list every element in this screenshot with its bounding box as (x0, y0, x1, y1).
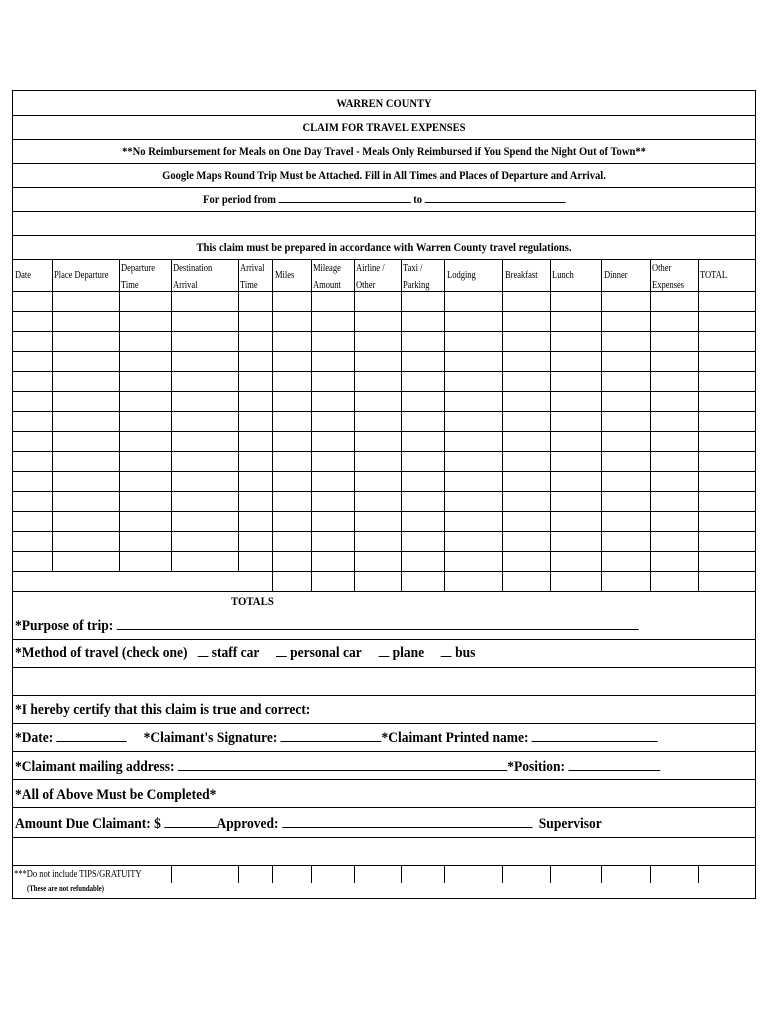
purpose-row (15, 619, 639, 634)
amount-field[interactable] (164, 826, 216, 828)
printed-name-field[interactable] (532, 740, 658, 742)
option-personal-car: personal car (290, 645, 362, 661)
section-line (13, 723, 755, 724)
table-row-line (13, 411, 755, 412)
column-header (356, 260, 385, 294)
totals-divider (502, 571, 503, 591)
footnote-divider (502, 865, 503, 883)
column-header (173, 260, 212, 294)
purpose-field[interactable] (117, 628, 639, 630)
column-header (604, 267, 628, 284)
totals-divider (550, 571, 551, 591)
address-label: *Claimant mailing address: (15, 759, 175, 775)
column-header-line1: Dinner (604, 270, 628, 281)
address-field[interactable] (178, 769, 507, 771)
option-plane: plane (392, 645, 425, 661)
address-row (15, 760, 660, 775)
column-divider (601, 259, 602, 571)
section-line (13, 639, 755, 640)
column-divider (502, 259, 503, 571)
totals-divider (650, 571, 651, 591)
approved-label: Approved: (216, 816, 279, 832)
column-header (700, 267, 727, 284)
signature-label: *Claimant's Signature: (143, 730, 278, 746)
column-divider (354, 259, 355, 571)
method-label: *Method of travel (check one) (15, 645, 188, 661)
footnote-divider (601, 865, 602, 883)
totals-divider (698, 571, 699, 591)
plane-check[interactable] (378, 655, 389, 657)
period-to-label: to (413, 192, 423, 206)
column-header-line2: Amount (313, 280, 341, 291)
footnote-divider (444, 865, 445, 883)
header-row-line (13, 139, 755, 140)
table-row-line (13, 471, 755, 472)
column-divider (272, 259, 273, 571)
totals-divider (401, 571, 402, 591)
table-row-line (13, 351, 755, 352)
period-from-label: For period from (203, 192, 276, 206)
staff-car-check[interactable] (198, 655, 209, 657)
column-header-line2: Parking (403, 280, 430, 291)
section-line (13, 837, 755, 838)
column-header-line1: Miles (275, 270, 295, 281)
regulations-note: This claim must be prepared in accordance with Warren County travel regulations. (196, 240, 572, 254)
table-row-line (13, 391, 755, 392)
bus-check[interactable] (441, 655, 452, 657)
approved-field[interactable] (282, 826, 532, 828)
column-header-line1: Mileage (313, 263, 341, 274)
column-header (652, 260, 684, 294)
section-line (13, 667, 755, 668)
header-row-line (13, 115, 755, 116)
column-header-line2: Time (240, 280, 258, 291)
column-header (275, 267, 294, 284)
header-row-line (13, 259, 755, 260)
amount-label: Amount Due Claimant: $ (15, 816, 161, 832)
header-row-line (13, 235, 755, 236)
table-row-line (13, 451, 755, 452)
table-row-line (13, 371, 755, 372)
totals-divider (311, 571, 312, 591)
footnote-divider (311, 865, 312, 883)
footnote-divider (354, 865, 355, 883)
column-header-line1: Departure (121, 263, 155, 274)
table-row-line (13, 511, 755, 512)
date-signature-row (15, 731, 658, 746)
form-title: CLAIM FOR TRAVEL EXPENSES (302, 120, 466, 134)
period-row (203, 193, 565, 205)
column-divider (171, 259, 172, 571)
totals-divider (272, 571, 273, 591)
totals-divider (444, 571, 445, 591)
column-header (240, 260, 265, 294)
column-header-line1: Destination (173, 263, 213, 274)
instructions: Google Maps Round Trip Must be Attached. Fill in All Times and Places of Departure and Arrival. (162, 168, 606, 182)
column-header-line1: TOTAL (700, 270, 728, 281)
date-label: *Date: (15, 730, 54, 746)
column-divider (401, 259, 402, 571)
table-header-line (13, 291, 755, 292)
column-divider (698, 259, 699, 571)
column-header (447, 267, 476, 284)
footnote-divider (550, 865, 551, 883)
column-divider (650, 259, 651, 571)
table-row-line (13, 431, 755, 432)
period-from-field[interactable] (279, 201, 411, 203)
column-header-line1: Date (15, 270, 32, 281)
section-line (13, 865, 755, 866)
table-row-line (13, 311, 755, 312)
signature-field[interactable] (281, 740, 382, 742)
header-row-line (13, 187, 755, 188)
amount-row (15, 817, 602, 832)
column-header (505, 267, 538, 284)
column-header (54, 267, 109, 284)
footnote-divider (238, 865, 239, 883)
personal-car-check[interactable] (276, 655, 287, 657)
column-divider (52, 259, 53, 571)
column-header-line1: Arrival (240, 263, 265, 274)
column-divider (444, 259, 445, 571)
column-divider (119, 259, 120, 571)
position-label: *Position: (507, 759, 566, 775)
column-header (403, 260, 429, 294)
footnote-tips: ***Do not include TIPS/GRATUITY (14, 869, 142, 880)
position-field[interactable] (568, 769, 660, 771)
footnote-divider (698, 865, 699, 883)
column-header-line1: Other (652, 263, 672, 274)
section-line (13, 695, 755, 696)
column-header-line1: Lunch (552, 270, 574, 281)
column-header-line1: Place Departure (54, 270, 109, 281)
column-header (121, 260, 155, 294)
section-line (13, 751, 755, 752)
column-header-line1: Breakfast (505, 270, 538, 281)
supervisor-label: Supervisor (538, 816, 602, 832)
section-line (13, 779, 755, 780)
column-header-line1: Airline / (356, 263, 385, 274)
totals-divider (601, 571, 602, 591)
column-header-line1: Lodging (447, 270, 476, 281)
county-name: WARREN COUNTY (336, 96, 432, 110)
column-header (552, 267, 574, 284)
column-header (313, 260, 341, 294)
column-divider (311, 259, 312, 571)
column-header-line2: Time (121, 280, 139, 291)
header-row-line (13, 211, 755, 212)
option-staff-car: staff car (211, 645, 260, 661)
column-header (15, 267, 31, 284)
option-bus: bus (455, 645, 476, 661)
footnote-divider (171, 865, 172, 883)
header-row-line (13, 163, 755, 164)
purpose-label: *Purpose of trip: (15, 618, 114, 634)
column-divider (238, 259, 239, 571)
footnote-refundable: (These are not refundable) (27, 884, 105, 893)
table-row-line (13, 571, 755, 572)
column-header-line2: Arrival (173, 280, 198, 291)
certify-statement: *I hereby certify that this claim is true and correct: (15, 702, 311, 718)
table-row-line (13, 551, 755, 552)
footnote-divider (272, 865, 273, 883)
totals-divider (354, 571, 355, 591)
section-line (13, 807, 755, 808)
table-row-line (13, 491, 755, 492)
totals-label: TOTALS (231, 594, 274, 608)
column-header-line2: Expenses (652, 280, 685, 291)
printed-name-label: *Claimant Printed name: (381, 730, 529, 746)
method-row (15, 646, 475, 661)
column-header-line1: Taxi / (403, 263, 423, 274)
table-row-line (13, 531, 755, 532)
travel-claim-form (12, 90, 756, 899)
meals-notice: **No Reimbursement for Meals on One Day Travel - Meals Only Reimbursed if You Spend the Night Out of Town** (122, 144, 646, 158)
all-above-note: *All of Above Must be Completed* (15, 787, 217, 803)
table-row-line (13, 331, 755, 332)
column-header-line2: Other (356, 280, 376, 291)
date-field[interactable] (57, 740, 127, 742)
footnote-divider (650, 865, 651, 883)
footnote-divider (401, 865, 402, 883)
column-divider (550, 259, 551, 571)
totals-line (13, 591, 755, 592)
period-to-field[interactable] (425, 201, 566, 203)
